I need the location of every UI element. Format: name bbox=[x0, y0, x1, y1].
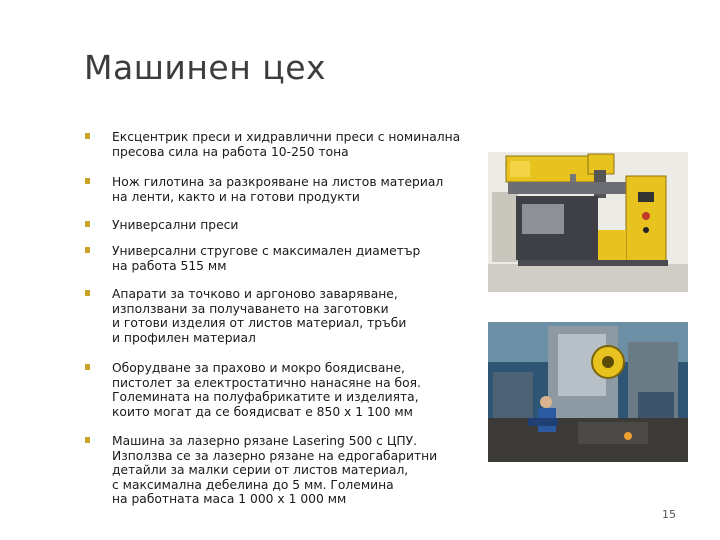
bullet-marker-icon bbox=[85, 290, 90, 296]
bullet-marker-icon bbox=[85, 437, 90, 443]
bullet-text: Апарати за точково и аргоново заваряване, използвани за получаването на заготовки и готови изделия от листов материал, тръби и профилен материал bbox=[112, 287, 407, 345]
laser-machine-image bbox=[488, 322, 688, 462]
bullet-item-painting bbox=[84, 361, 484, 419]
page-number: 15 bbox=[662, 508, 676, 521]
bullet-item-laser bbox=[84, 434, 484, 507]
bullet-text: Универсални преси bbox=[112, 218, 239, 232]
bullet-marker-icon bbox=[85, 133, 90, 139]
bullet-marker-icon bbox=[85, 221, 90, 227]
bullet-text: Универсални стругове с максимален диаметър на работа 515 мм bbox=[112, 244, 421, 273]
bandsaw-machine-photo bbox=[488, 152, 688, 292]
bullet-text: Машина за лазерно рязане Lasering 500 с ЦПУ. Използва се за лазерно рязане на едрогабаритни детайли за малки серии от листов материал, с максимална дебелина до 5 мм. Големина на работната маса 1 000 х 1 000 мм bbox=[112, 434, 438, 506]
bandsaw-machine-image bbox=[488, 152, 688, 292]
bullet-text: Ексцентрик преси и хидравлични преси с номинална пресова сила на работа 10-250 тона bbox=[112, 130, 461, 159]
bullet-item-welding bbox=[84, 287, 484, 345]
bullet-text: Оборудване за прахово и мокро боядисване, пистолет за електростатично нанасяне на боя. Големината на полуфабрикатите и изделията, които могат да се боядисват е 850 х 1 100 мм bbox=[112, 361, 421, 419]
bullet-item-presses bbox=[84, 130, 484, 159]
bullet-marker-icon bbox=[85, 247, 90, 253]
bullet-item-lathes bbox=[84, 244, 484, 273]
bullet-item-universal-presses bbox=[84, 218, 484, 233]
laser-machine-photo bbox=[488, 322, 688, 462]
bullet-item-guillotine bbox=[84, 175, 484, 204]
bullet-text: Нож гилотина за разкрояване на листов материал на ленти, както и на готови продукти bbox=[112, 175, 444, 204]
bullet-marker-icon bbox=[85, 178, 90, 184]
slide-title: Машинен цех bbox=[84, 48, 327, 87]
bullet-marker-icon bbox=[85, 364, 90, 370]
